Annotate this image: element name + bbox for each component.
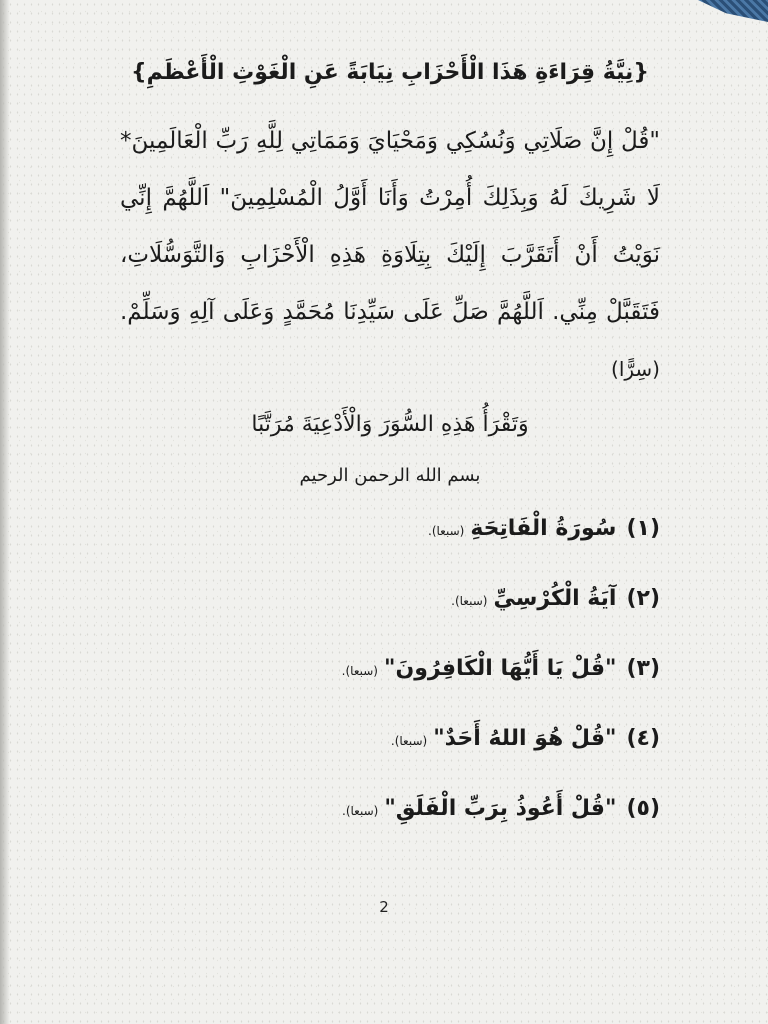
page-content bbox=[120, 60, 660, 866]
item-number: (١) bbox=[626, 516, 660, 541]
list-item bbox=[120, 656, 660, 726]
item-note: (سبعا). bbox=[451, 594, 488, 608]
item-text: "قُلْ أَعُوذُ بِرَبِّ الْفَلَقِ" bbox=[384, 796, 617, 821]
intention-paragraph bbox=[120, 113, 660, 398]
intention-note: (سِرًّا) bbox=[611, 357, 660, 381]
item-text: "قُلْ يَا أَيُّهَا الْكَافِرُونَ" bbox=[383, 656, 617, 681]
item-note: (سبعا). bbox=[341, 664, 378, 678]
reading-instruction: وَتَقْرَأُ هَذِهِ السُّوَرَ وَالْأَدْعِيَةَ مُرَتَّبًا bbox=[251, 412, 529, 437]
page-number: 2 bbox=[379, 898, 389, 916]
item-note: (سبعا). bbox=[428, 524, 465, 538]
intention-text: "قُلْ إِنَّ صَلَاتِي وَنُسُكِي وَمَحْيَايَ وَمَمَاتِي لِلَّهِ رَبِّ الْعَالَمِينَ* لَا شَرِيكَ لَهُ وَبِذَلِكَ أُمِرْتُ وَأَنَا أَوَّلُ الْمُسْلِمِينَ" اَللَّهُمَّ إِنِّي نَوَيْتُ أَنْ أَتَقَرَّبَ إِلَيْكَ بِتِلَاوَةِ هَذِهِ الْأَحْزَابِ وَالتَّوَسُّلَاتِ، فَتَقَبَّلْ مِنِّي. اَللَّهُمَّ صَلِّ عَلَى سَيِّدِنَا مُحَمَّدٍ وَعَلَى آلِهِ وَسَلِّمْ. bbox=[120, 128, 660, 325]
item-note: (سبعا). bbox=[342, 804, 379, 818]
page-edge-shadow bbox=[0, 0, 10, 1024]
list-item bbox=[120, 796, 660, 866]
item-note: (سبعا). bbox=[390, 734, 428, 748]
page-heading: {نِيَّةُ قِرَاءَةِ هَذَا الْأَحْزَابِ نِيَابَةً عَنِ الْغَوْثِ الْأَعْظَمِ} bbox=[131, 60, 649, 85]
item-number: (٥) bbox=[626, 796, 660, 821]
binding-corner bbox=[698, 0, 768, 22]
item-number: (٣) bbox=[626, 656, 660, 681]
item-text: آيَةُ الْكُرْسِيِّ bbox=[493, 586, 617, 611]
list-item bbox=[120, 726, 660, 796]
list-item bbox=[120, 516, 660, 586]
item-number: (٢) bbox=[626, 586, 660, 611]
item-number: (٤) bbox=[626, 726, 660, 751]
item-text: "قُلْ هُوَ اللهُ أَحَدٌ" bbox=[433, 726, 617, 751]
list-item bbox=[120, 586, 660, 656]
basmala: بسم الله الرحمن الرحيم bbox=[299, 465, 481, 486]
item-text: سُورَةُ الْفَاتِحَةِ bbox=[470, 516, 617, 541]
recitation-list bbox=[120, 516, 660, 866]
